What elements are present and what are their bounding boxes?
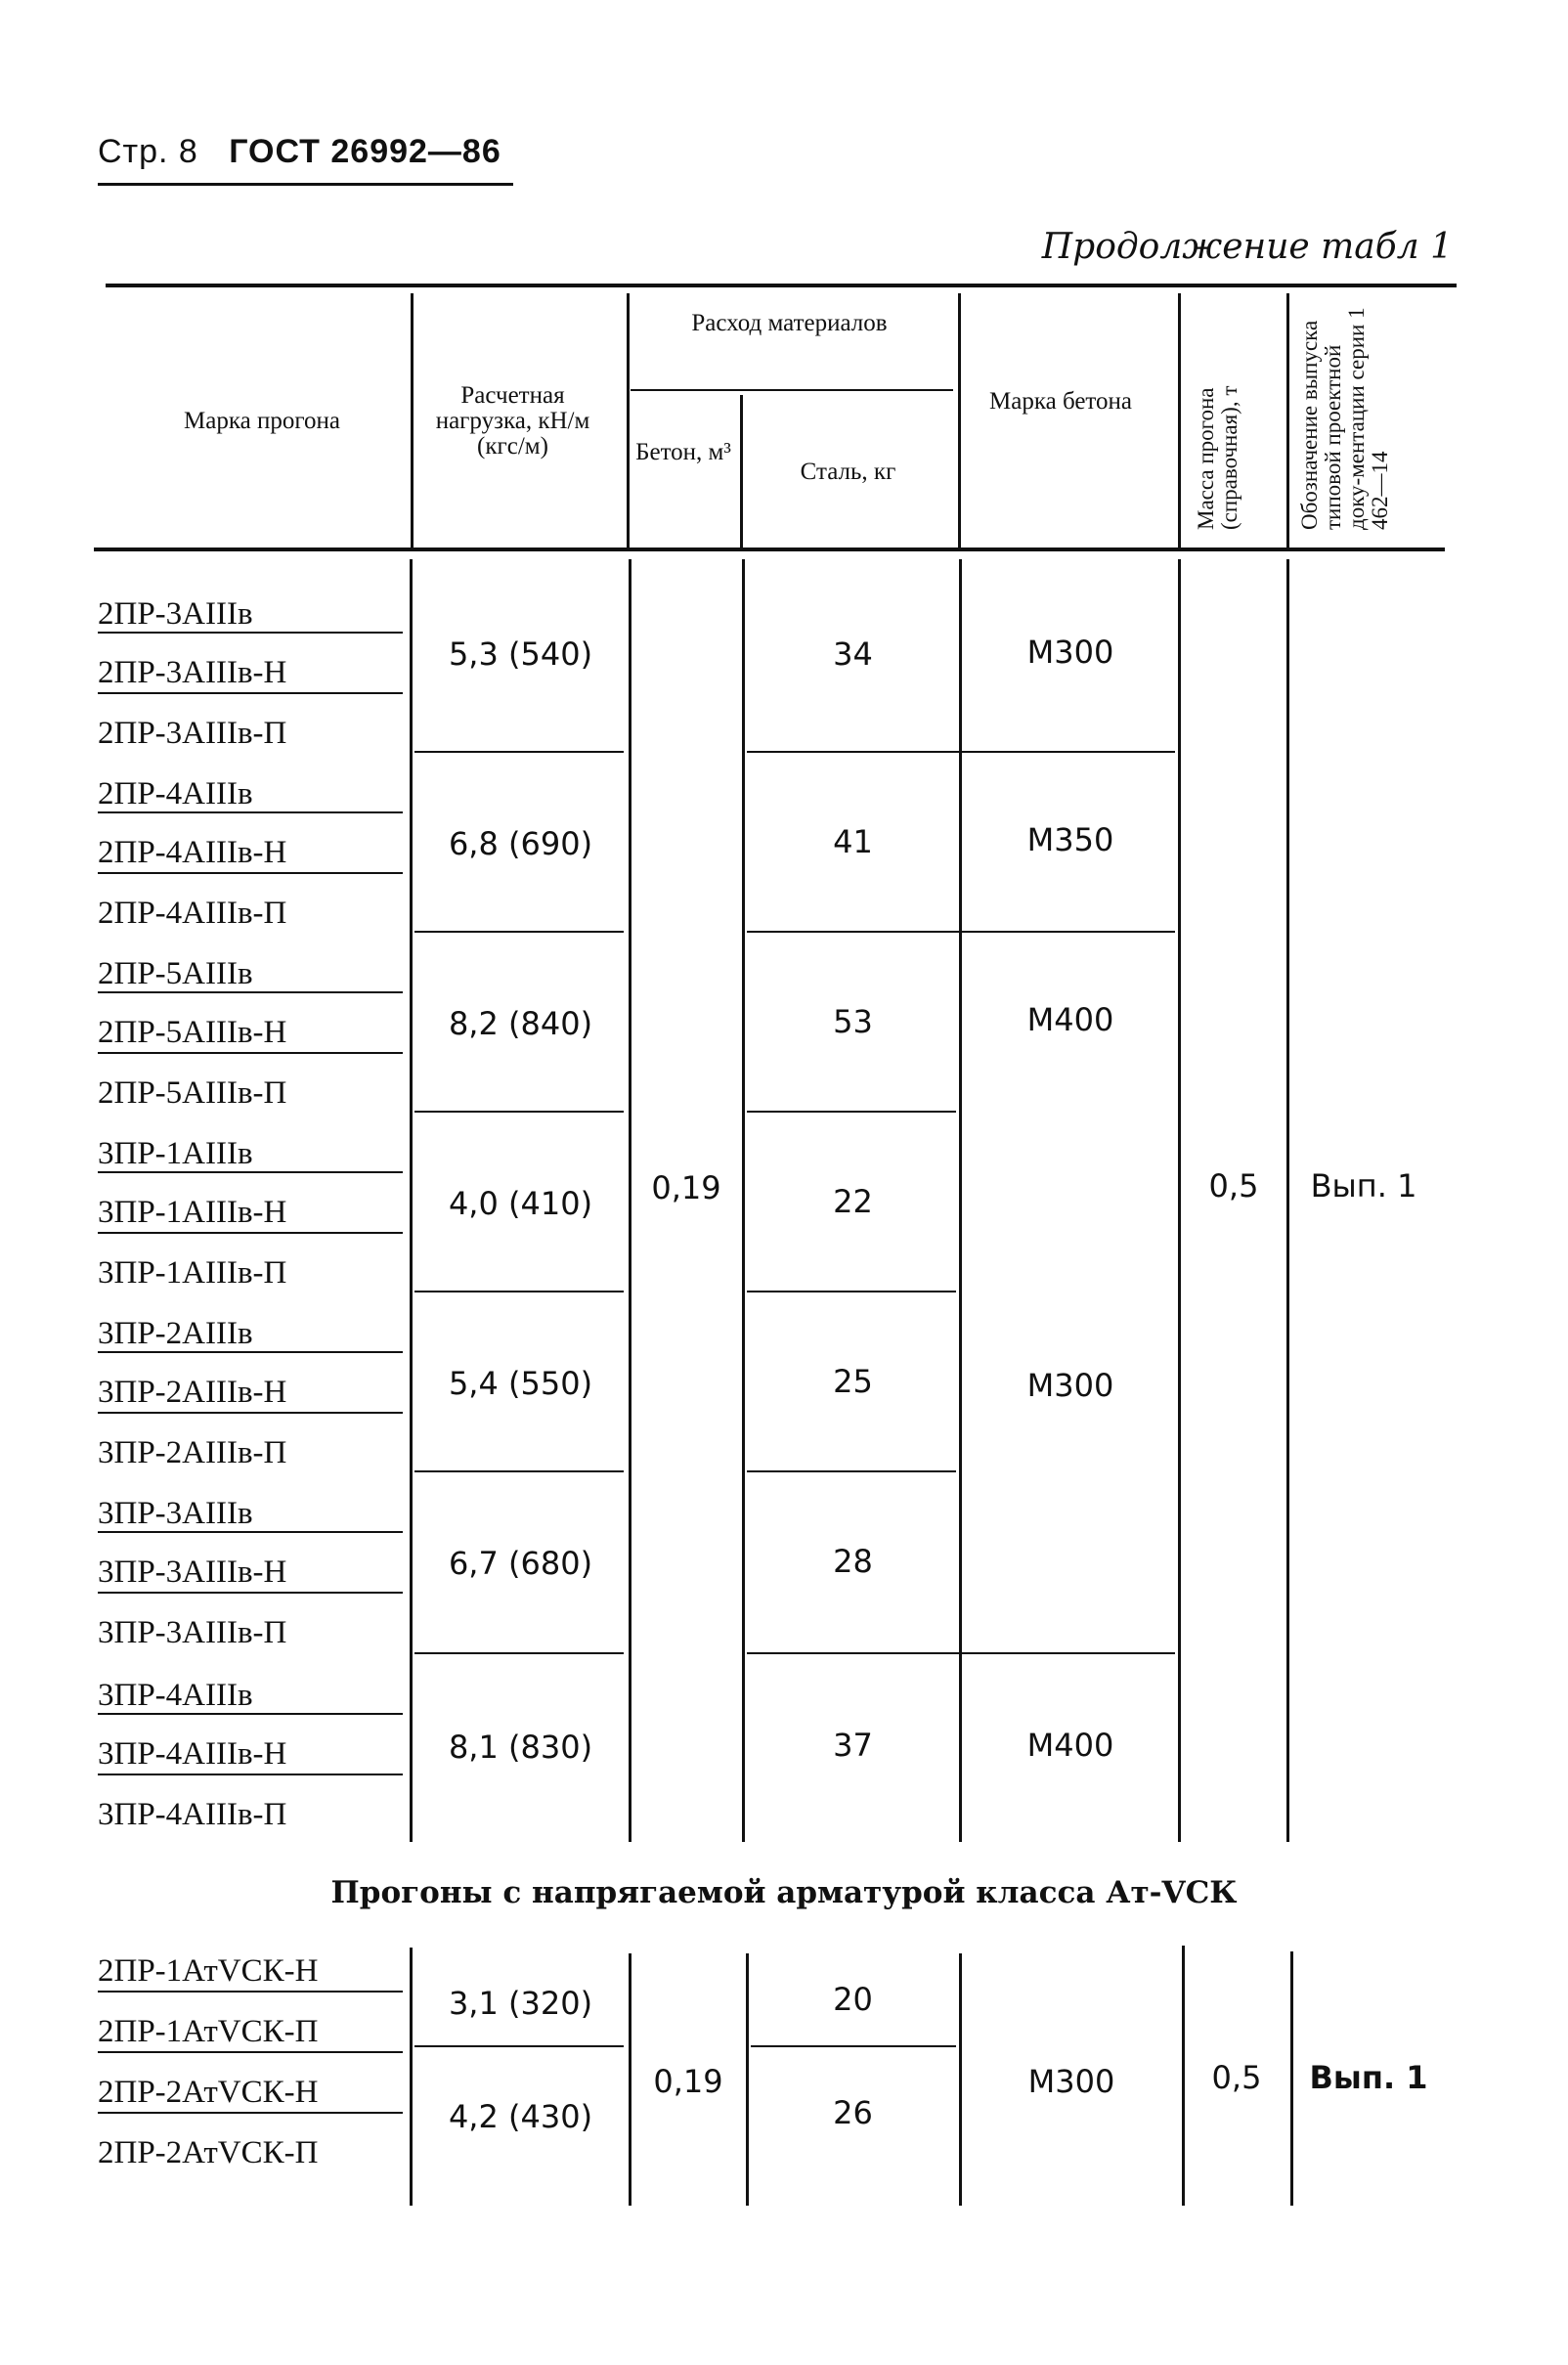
row-mark: 2ПР-2АтVСК-П	[98, 2135, 319, 2170]
steel-cell: 26	[833, 2094, 873, 2131]
row-mark: 3ПР-4АIIIв-Н	[98, 1736, 287, 1772]
row-mark: 2ПР-5АIIIв-П	[98, 1075, 287, 1111]
group-rule	[414, 1291, 624, 1292]
row-rule	[98, 1052, 403, 1054]
header-divider	[958, 293, 961, 549]
grade-cell: М350	[1026, 821, 1114, 858]
header-divider	[411, 293, 414, 549]
body-divider	[1290, 1951, 1293, 2206]
row-mark: 2ПР-4АIIIв-П	[98, 896, 287, 931]
page-number: Стр. 8	[98, 133, 198, 170]
load-cell: 6,8 (690)	[448, 825, 593, 862]
grade-cell: М300	[1026, 634, 1114, 671]
group-rule	[414, 1111, 624, 1113]
steel-cell: 37	[833, 1727, 873, 1764]
row-mark: 2ПР-1АтVСК-Н	[98, 1953, 319, 1989]
group-rule	[751, 2045, 956, 2047]
header-divider	[1178, 293, 1181, 549]
mass-cell: 0,5	[1208, 1167, 1259, 1204]
row-mark: 3ПР-1АIIIв-П	[98, 1255, 287, 1291]
body-divider	[1178, 559, 1181, 1842]
col-steel-header: Сталь, кг	[800, 459, 896, 485]
row-rule	[98, 1412, 403, 1414]
grade-cell: М300	[1027, 2063, 1115, 2100]
row-rule	[98, 991, 403, 993]
group-rule	[414, 1470, 624, 1472]
concrete-cell: 0,19	[651, 1169, 721, 1206]
header-underline	[98, 183, 513, 186]
col-mark-header: Марка прогона	[184, 408, 340, 434]
body-divider	[1182, 1946, 1185, 2206]
row-mark: 3ПР-1АIIIв	[98, 1136, 253, 1171]
group-rule	[414, 1652, 624, 1654]
body-divider	[1286, 559, 1289, 1842]
col-doc-header: Обозначение выпуска типовой проектной доку-ментации серии 1 462—14	[1297, 307, 1392, 530]
header-divider	[740, 395, 743, 549]
row-rule	[98, 1531, 403, 1533]
col-load-header: Расчетная нагрузка, кН/м (кгс/м)	[435, 382, 590, 460]
row-mark: 2ПР-4АIIIв	[98, 776, 253, 811]
table-top-rule	[106, 284, 1457, 287]
body-divider	[629, 1953, 632, 2206]
row-mark: 2ПР-2АтVСК-Н	[98, 2075, 319, 2110]
row-rule	[98, 2112, 403, 2114]
row-mark: 2ПР-5АIIIв-Н	[98, 1015, 287, 1050]
grade-cell: М300	[1026, 1367, 1114, 1404]
steel-cell: 41	[833, 823, 873, 860]
load-cell: 4,2 (430)	[448, 2098, 593, 2135]
grade-cell: М400	[1026, 1727, 1114, 1764]
row-mark: 2ПР-3АIIIв-П	[98, 716, 287, 751]
header-bottom-rule	[94, 547, 1445, 551]
col-concrete-header: Бетон, м³	[635, 439, 731, 465]
doc-cell: Вып. 1	[1309, 2059, 1428, 2096]
row-mark: 3ПР-3АIIIв-П	[98, 1615, 287, 1650]
group-rule	[414, 931, 624, 933]
load-cell: 5,3 (540)	[448, 635, 593, 673]
row-mark: 2ПР-3АIIIв	[98, 596, 253, 632]
row-mark: 2ПР-4АIIIв-Н	[98, 835, 287, 870]
materials-subrule	[631, 389, 953, 391]
row-rule	[98, 1592, 403, 1594]
row-mark: 3ПР-3АIIIв	[98, 1496, 253, 1531]
group-rule	[747, 931, 1175, 933]
group-rule	[747, 1111, 956, 1113]
concrete-cell: 0,19	[653, 2063, 723, 2100]
group-rule	[747, 1470, 956, 1472]
body-divider	[629, 559, 632, 1842]
section-title: Прогоны с напрягаемой арматурой класса Ат-VСК	[330, 1875, 1238, 1910]
row-rule	[98, 811, 403, 813]
standard-number: ГОСТ 26992—86	[229, 133, 501, 170]
page-header	[98, 133, 501, 171]
row-rule	[98, 1774, 403, 1775]
group-rule	[414, 751, 624, 753]
load-cell: 8,1 (830)	[448, 1729, 593, 1766]
body-divider	[959, 1953, 962, 2206]
grade-cell: М400	[1026, 1001, 1114, 1038]
steel-cell: 28	[833, 1543, 873, 1580]
row-rule	[98, 1351, 403, 1353]
row-mark: 3ПР-4АIIIв	[98, 1678, 253, 1713]
row-rule	[98, 872, 403, 874]
load-cell: 3,1 (320)	[448, 1985, 593, 2022]
row-rule	[98, 632, 403, 634]
row-mark: 2ПР-5АIIIв	[98, 956, 253, 991]
steel-cell: 53	[833, 1003, 873, 1040]
row-mark: 3ПР-2АIIIв-П	[98, 1435, 287, 1470]
load-cell: 4,0 (410)	[448, 1185, 593, 1222]
col-mass-header: Масса прогона (справочная), т	[1194, 385, 1241, 530]
group-rule	[747, 1652, 1175, 1654]
doc-cell: Вып. 1	[1310, 1167, 1417, 1204]
row-mark: 3ПР-3АIIIв-Н	[98, 1555, 287, 1590]
body-divider	[742, 559, 745, 1842]
load-cell: 5,4 (550)	[448, 1365, 593, 1402]
row-mark: 3ПР-1АIIIв-Н	[98, 1195, 287, 1230]
row-rule	[98, 2051, 403, 2053]
row-rule	[98, 1713, 403, 1715]
group-rule	[747, 1291, 956, 1292]
row-mark: 2ПР-3АIIIв-Н	[98, 655, 287, 690]
row-rule	[98, 1991, 403, 1993]
header-divider	[1286, 293, 1289, 549]
row-mark: 3ПР-2АIIIв	[98, 1316, 253, 1351]
row-mark: 3ПР-4АIIIв-П	[98, 1797, 287, 1832]
group-rule	[747, 751, 1175, 753]
row-rule	[98, 692, 403, 694]
load-cell: 6,7 (680)	[448, 1545, 593, 1582]
row-mark: 3ПР-2АIIIв-Н	[98, 1375, 287, 1410]
table-continuation-label: Продолжение табл 1	[1041, 227, 1453, 267]
steel-cell: 22	[833, 1183, 873, 1220]
load-cell: 8,2 (840)	[448, 1005, 593, 1042]
group-rule	[414, 2045, 624, 2047]
col-materials-header: Расход материалов	[691, 310, 888, 336]
row-mark: 2ПР-1АтVСК-П	[98, 2014, 319, 2049]
steel-cell: 20	[833, 1981, 873, 2018]
header-divider	[627, 293, 630, 549]
row-rule	[98, 1232, 403, 1234]
steel-cell: 34	[833, 635, 873, 673]
steel-cell: 25	[833, 1363, 873, 1400]
col-grade-header: Марка бетона	[989, 388, 1132, 415]
row-rule	[98, 1171, 403, 1173]
mass-cell: 0,5	[1211, 2059, 1262, 2096]
